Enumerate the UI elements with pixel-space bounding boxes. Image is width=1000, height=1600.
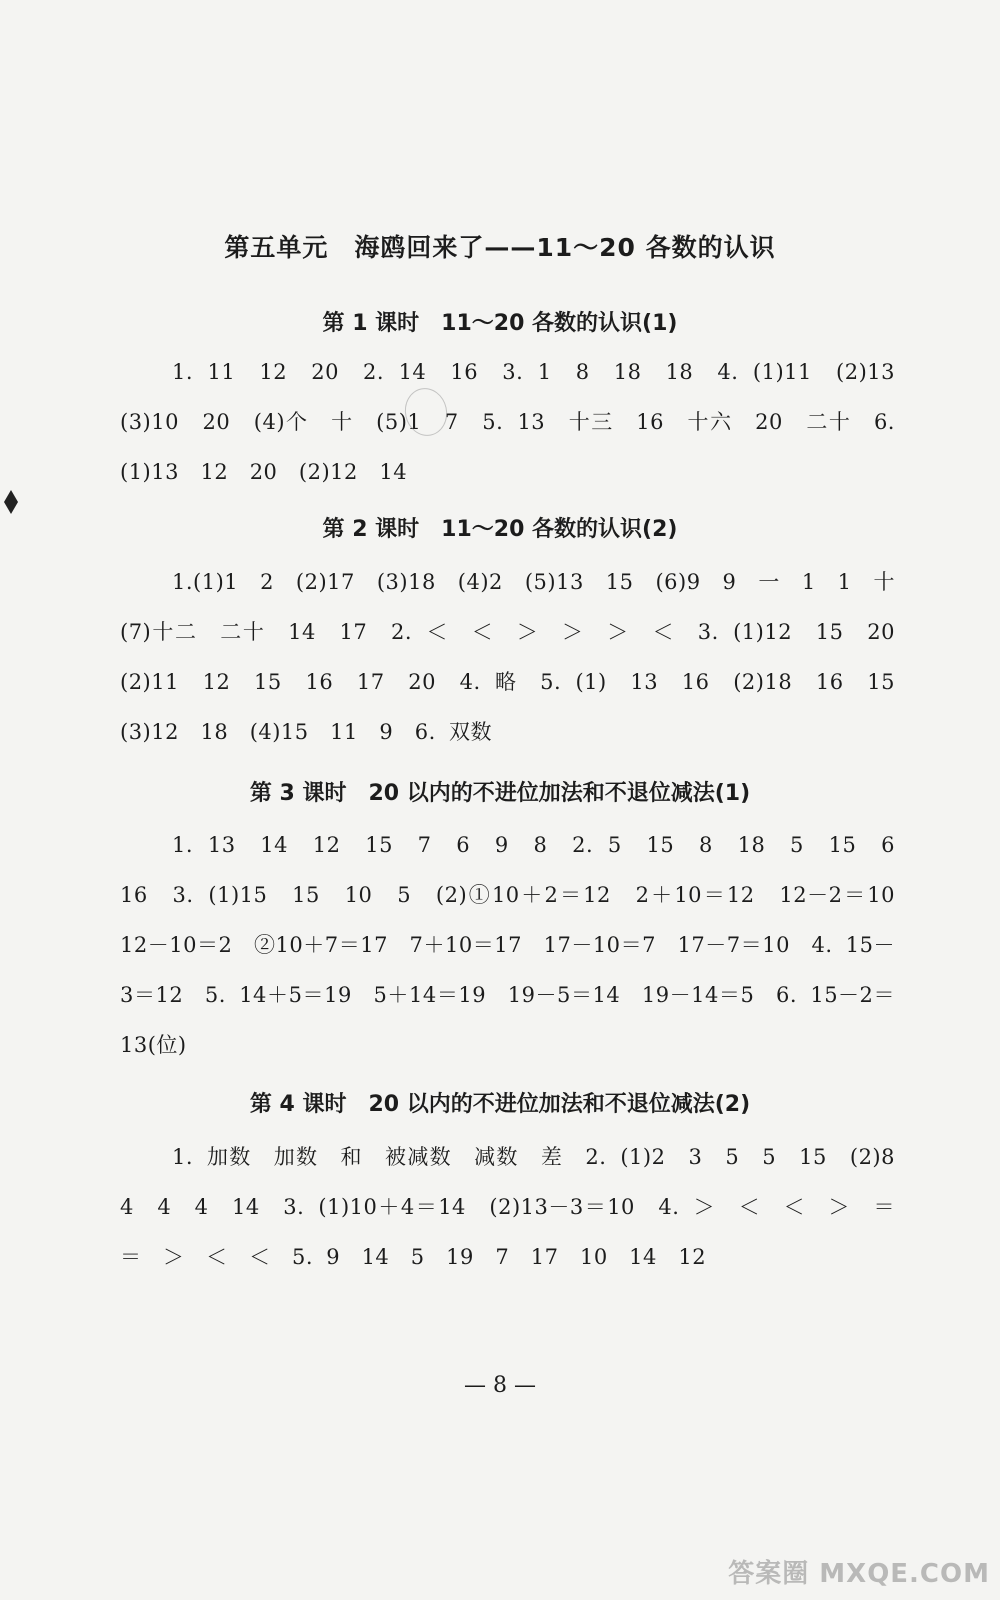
page-number: — 8 — xyxy=(464,1373,536,1398)
lesson-title-1: 第 1 课时 11～20 各数的认识(1) xyxy=(322,311,678,336)
unit-title: 第五单元 海鸥回来了——11～20 各数的认识 xyxy=(224,233,776,262)
watermark-logo: 答案圈 MXQE.COM xyxy=(728,1559,990,1589)
lesson-title-2: 第 2 课时 11～20 各数的认识(2) xyxy=(322,517,678,542)
lesson-title-4: 第 4 课时 20 以内的不进位加法和不退位减法(2) xyxy=(249,1092,751,1117)
lesson-answers-3: 1. 13 14 12 15 7 6 9 8 2. 5 15 8 18 5 15 6 16 3. (1)15 15 10 5 (2)①10＋2＝12 2＋10＝12 12－2＝10 12－10＝2 ②10＋7＝17 7＋10＝17 17－10＝7 17－7＝10 4. 15－3＝12 5. 14＋5＝19 5＋14＝19 19－5＝14 19－14＝5 6. 15－2＝13(位) xyxy=(120,833,917,1057)
lesson-answers-4: 1. 加数 加数 和 被减数 减数 差 2. (1)2 3 5 5 15 (2)8 4 4 4 14 3. (1)10＋4＝14 (2)13－3＝10 4. ＞ ＜ ＜ ＞ ＝ ＝ ＞ ＜ ＜ 5. 9 14 5 19 7 17 10 14 12 xyxy=(120,1145,917,1269)
margin-mark xyxy=(4,490,18,514)
lesson-title-3: 第 3 课时 20 以内的不进位加法和不退位减法(1) xyxy=(249,781,751,806)
lesson-answers-1: 1. 11 12 20 2. 14 16 3. 1 8 18 18 4. (1)11 (2)13 (3)10 20 (4)个 十 (5)1 7 5. 13 十三 16 十六 20 二十 6. (1)13 12 20 (2)12 14 xyxy=(120,360,917,484)
lesson-answers-2: 1.(1)1 2 (2)17 (3)18 (4)2 (5)13 15 (6)9 9 一 1 1 十 (7)十二 二十 14 17 2. ＜ ＜ ＞ ＞ ＞ ＜ 3. (1)12 15 20 (2)11 12 15 16 17 20 4. 略 5. (1) 13 16 (2)18 16 15 (3)12 18 (4)15 11 9 6. 双数 xyxy=(120,570,917,744)
